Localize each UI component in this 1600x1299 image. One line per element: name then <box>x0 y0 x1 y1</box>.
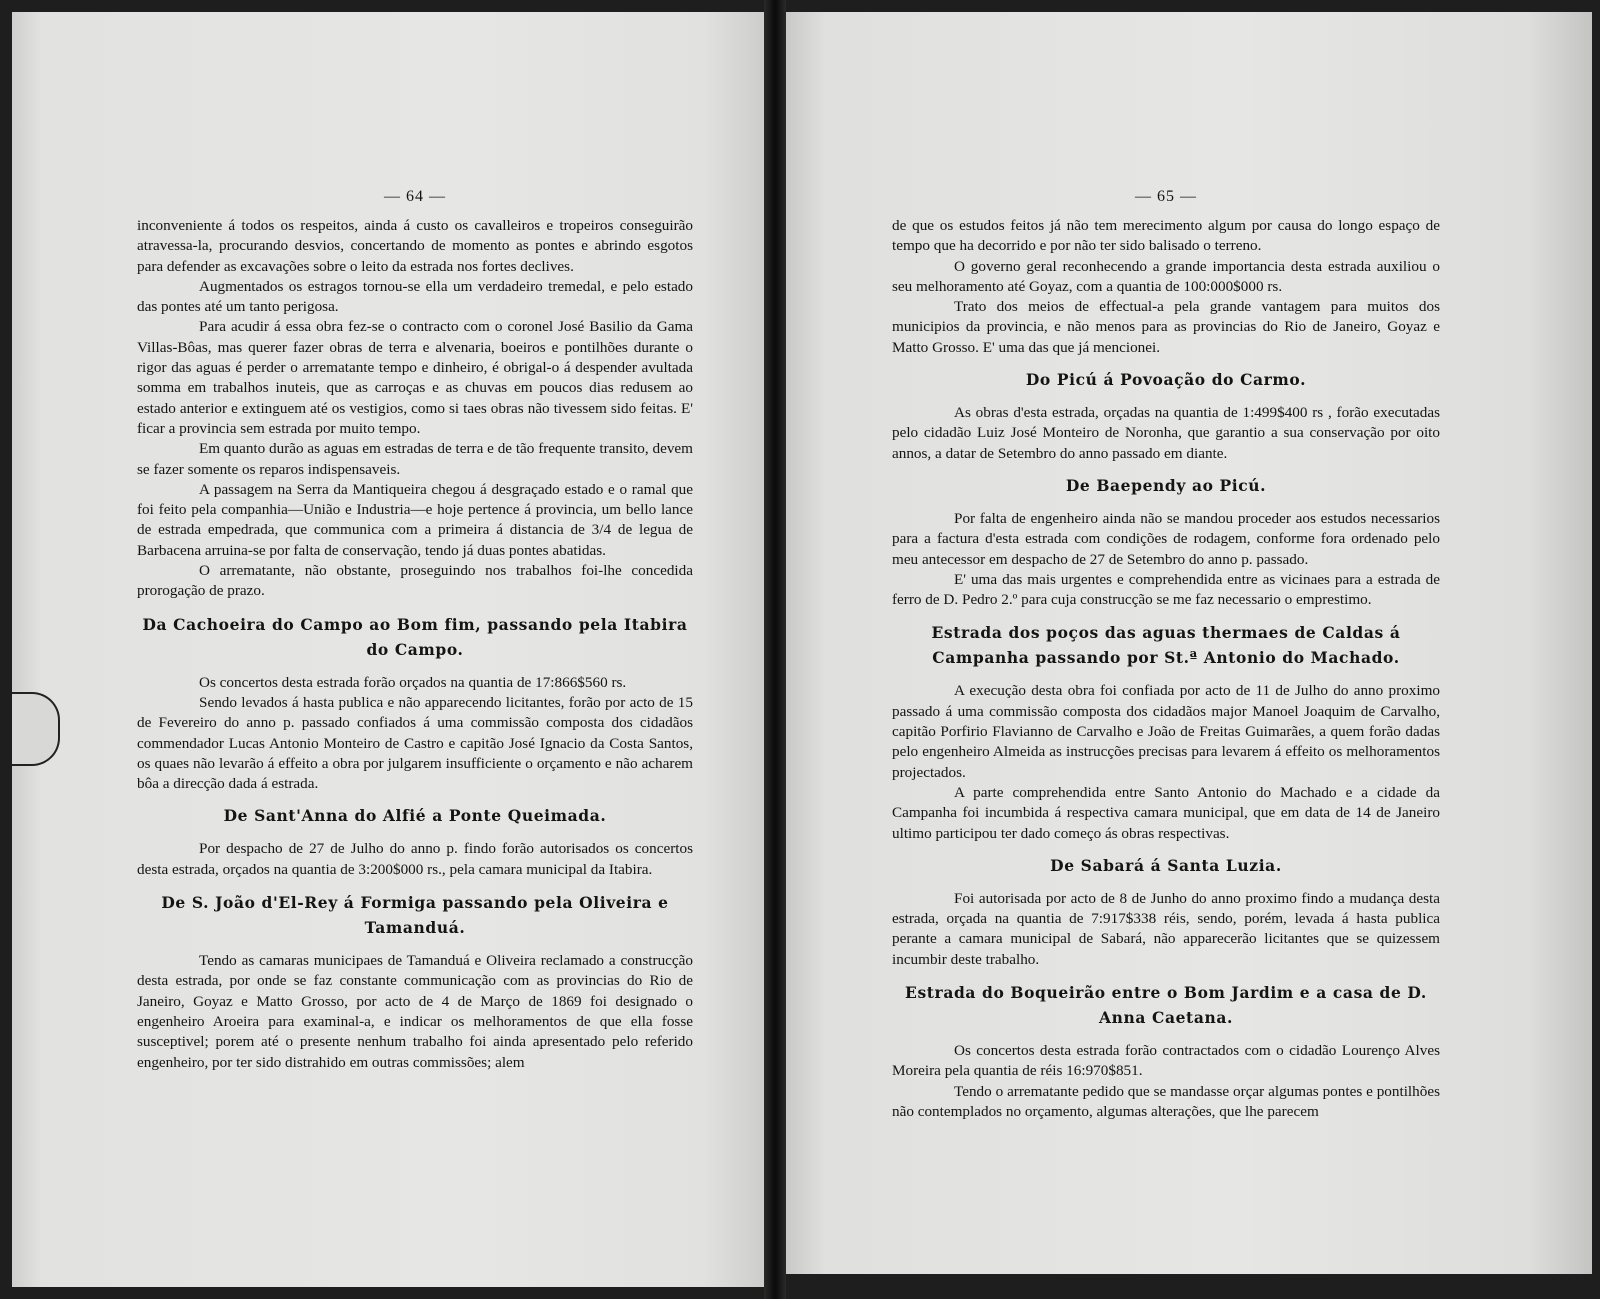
left-page-column <box>137 188 693 1073</box>
section-heading: De S. João d'El-Rey á Formiga passando pela Oliveira e Tamanduá. <box>161 893 669 938</box>
paragraph: de que os estudos feitos já não tem merecimento algum por causa do longo espaço de tempo que ha decorrido e por não ter sido balisado o terreno. <box>892 217 1440 255</box>
right-page <box>786 12 1592 1274</box>
paragraph: Foi autorisada por acto de 8 de Junho do anno proximo findo a mudança desta estrada, orçada na quantia de 7:917$338 réis, sendo, porém, levada á hasta publica perante a camara municipal de Sabará, não apparecerão licitantes que se quizessem incumbir deste trabalho. <box>892 889 1440 968</box>
section-heading: De Sabará á Santa Luzia. <box>1050 855 1282 875</box>
section-heading: De Sant'Anna do Alfié a Ponte Queimada. <box>223 806 607 826</box>
paragraph: Os concertos desta estrada forão orçados na quantia de 17:866$560 rs. <box>199 673 627 691</box>
paragraph: A execução desta obra foi confiada por acto de 11 de Julho do anno proximo passado á uma commissão composta dos cidadãos major Manoel Joaquim de Carvalho, capitão Porfirio Flavianno de Carvalho e João de Freitas Guimarães, a quem forão dadas pelo engenheiro Almeida as instrucções precisas para levarem á effeito os melhoramentos projectados. <box>892 682 1440 781</box>
paragraph: inconveniente á todos os respeitos, ainda á custo os cavalleiros e tropeiros conseguirão atravessa-la, procurando desvios, concertando de momento as pontes e abrindo esgotos para defender as excavações sobre o leito da estrada nos fortes declives. <box>137 217 693 275</box>
paragraph: O arrematante, não obstante, proseguindo nos trabalhos foi-lhe concedida prorogação de prazo. <box>137 562 693 600</box>
paragraph: Tendo as camaras municipaes de Tamanduá e Oliveira reclamado a construcção desta estrada, por onde se faz constante communicação com as provincias do Rio de Janeiro, Goyaz e Matto Grosso, por acto de 4 de Março de 1869 foi designado o engenheiro Aroeira para examinal-a, e indicar os melhoramentos de que ella fosse susceptivel; porem até o presente nenhum trabalho foi ainda apresentado pelo referido engenheiro, por ter sido distrahido em outras commissões; alem <box>137 952 693 1071</box>
paragraph: Por falta de engenheiro ainda não se mandou proceder aos estudos necessarios para a factura d'esta estrada com condições de rodagem, conforme fora ordenado pelo meu antecessor em despacho de 27 de Setembro do anno p. passado. <box>892 509 1440 568</box>
book-gutter <box>764 0 786 1299</box>
section-heading: Estrada do Boqueirão entre o Bom Jardim e a casa de D. Anna Caetana. <box>905 983 1427 1028</box>
page-number-left: — 64 — <box>384 188 446 205</box>
paragraph: Por despacho de 27 de Julho do anno p. findo forão autorisados os concertos desta estrada, orçados na quantia de 3:200$000 rs., pela camara municipal da Itabira. <box>137 840 693 878</box>
section-heading: De Baependy ao Picú. <box>1065 475 1267 495</box>
paragraph: Tendo o arrematante pedido que se mandasse orçar algumas pontes e pontilhões não contemplados no orçamento, algumas alterações, que lhe parecem <box>892 1082 1440 1120</box>
section-heading: Estrada dos poços das aguas thermaes de Caldas á Campanha passando por St.ª Antonio do Machado. <box>931 623 1401 668</box>
section-heading: Do Picú á Povoação do Carmo. <box>1025 370 1307 390</box>
section-heading: Da Cachoeira do Campo ao Bom fim, passando pela Itabira do Campo. <box>142 614 688 659</box>
paragraph: Trato dos meios de effectual-a pela grande vantagem para muitos dos municipios da provincia, e não menos para as provincias do Rio de Janeiro, Goyaz e Matto Grosso. E' uma das que já mencionei. <box>892 298 1440 356</box>
paragraph: Augmentados os estragos tornou-se ella um verdadeiro tremedal, e pelo estado das pontes até um tanto perigosa. <box>137 277 693 316</box>
paragraph: As obras d'esta estrada, orçadas na quantia de 1:499$400 rs , forão executadas pelo cidadão Luiz José Monteiro de Noronha, que garantio a sua conservação por oito annos, a datar de Setembro do anno passado em diante. <box>892 404 1440 462</box>
left-page <box>12 12 764 1287</box>
right-page-column <box>892 188 1440 1122</box>
paragraph: Sendo levados á hasta publica e não apparecendo licitantes, forão por acto de 15 de Fevereiro do anno p. passado confiados á uma commissão composta dos cidadãos commendador Lucas Antonio Monteiro de Castro e capitão José Ignacio da Costa Santos, os quaes não levarão á effeito a obra por julgarem insufficiente o orçamento e não acharem bôa a direcção dada á estrada. <box>137 693 693 793</box>
page-number-right: — 65 — <box>1135 188 1197 205</box>
paragraph: O governo geral reconhecendo a grande importancia desta estrada auxiliou o seu melhoramento até Goyaz, com a quantia de 100:000$000 rs. <box>892 257 1440 295</box>
paragraph: Para acudir á essa obra fez-se o contracto com o coronel José Basilio da Gama Villas-Bôas, mas querer fazer obras de terra e alvenaria, boeiros e pontilhões durante o rigor das aguas é perder o arrematante tempo e dinheiro, é obrigal-o á despender avultada somma em trabalhos inuteis, que as carroças e as chuvas em poucos dias redusem ao estado anterior e extinguem até os vestigios, como si taes obras não tivessem sido feitas. E' ficar a provincia sem estrada por muito tempo. <box>137 318 693 437</box>
page-tab <box>12 692 60 766</box>
paragraph: A passagem na Serra da Mantiqueira chegou á desgraçado estado e o ramal que foi feito pela companhia—União e Industria—e hoje pertence á provincia, um bello lance de estrada empedrada, que communica com a primeira á distancia de 3/4 de legua de Barbacena arruina-se por falta de conservação, tendo já duas pontes abatidas. <box>137 480 693 559</box>
paragraph: Os concertos desta estrada forão contractados com o cidadão Lourenço Alves Moreira pela quantia de réis 16:970$851. <box>892 1042 1440 1080</box>
paragraph: E' uma das mais urgentes e comprehendida entre as vicinaes para a estrada de ferro de D. Pedro 2.º para cuja construcção se me faz necessario o emprestimo. <box>892 570 1440 609</box>
paragraph: A parte comprehendida entre Santo Antonio do Machado e a cidade da Campanha foi incumbida á respectiva camara municipal, que em data de 14 de Janeiro ultimo participou ter dado começo ás obras respectivas. <box>892 783 1440 842</box>
paragraph: Em quanto durão as aguas em estradas de terra e de tão frequente transito, devem se fazer somente os reparos indispensaveis. <box>137 440 693 478</box>
